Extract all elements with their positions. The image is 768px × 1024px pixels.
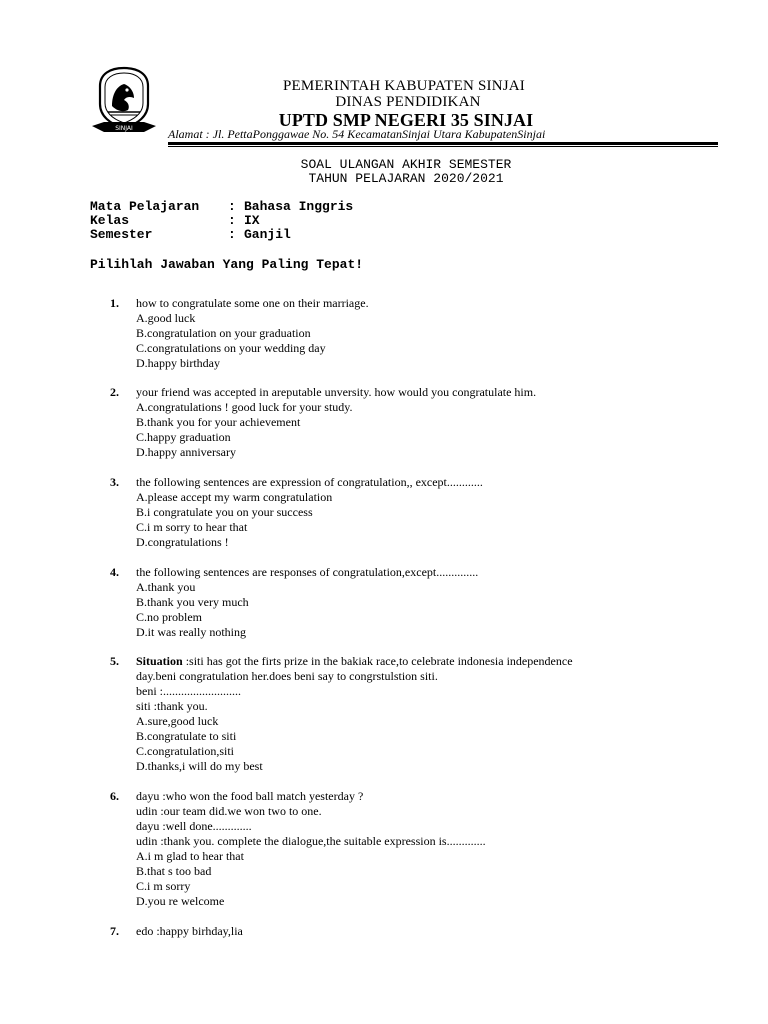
answer-option: D.happy anniversary — [136, 445, 236, 459]
question-text: udin :thank you. complete the dialogue,the suitable expression is............. — [136, 834, 486, 848]
question-body — [136, 475, 483, 550]
question-number: 5. — [110, 654, 119, 668]
meta-label: Mata Pelajaran — [90, 199, 200, 214]
answer-option: B.thank you for your achievement — [136, 415, 301, 429]
meta-label: Semester — [90, 227, 153, 242]
meta-colon: : — [228, 199, 236, 214]
answer-option: B.i congratulate you on your success — [136, 505, 313, 519]
exam-title: SOAL ULANGAN AKHIR SEMESTER — [300, 157, 512, 172]
answer-option: A.good luck — [136, 311, 196, 325]
answer-option: C.congratulations on your wedding day — [136, 341, 326, 355]
answer-option: B.that s too bad — [136, 864, 212, 878]
answer-option: C.no problem — [136, 610, 202, 624]
meta-value: Ganjil — [244, 227, 291, 242]
question-text — [136, 654, 573, 669]
dialogue-line: edo :happy birhday,lia — [136, 924, 243, 938]
department-heading: DINAS PENDIDIKAN — [335, 94, 481, 110]
question-number: 3. — [110, 475, 119, 489]
situation-text: :siti has got the firts prize in the bakiak race,to celebrate indonesia independence — [182, 654, 573, 668]
answer-option: A.please accept my warm congratulation — [136, 490, 333, 504]
situation-label: Situation — [136, 654, 183, 668]
letterhead-divider-thin — [168, 146, 718, 147]
answer-option: D.happy birthday — [136, 356, 220, 370]
letterhead — [0, 0, 768, 150]
question-body — [136, 654, 573, 774]
emblem-banner-text: SINJAI — [115, 125, 133, 132]
question-text: your friend was accepted in areputable unversity. how would you congratulate him. — [136, 385, 537, 399]
dialogue-line: beni :.......................... — [136, 684, 241, 698]
dialogue-line: udin :our team did.we won two to one. — [136, 804, 322, 818]
class-row — [90, 214, 353, 228]
meta-value: Bahasa Inggris — [244, 199, 354, 214]
question-body — [136, 385, 536, 460]
government-heading: PEMERINTAH KABUPATEN SINJAI — [283, 78, 525, 94]
question-body — [136, 789, 486, 909]
instruction: Pilihlah Jawaban Yang Paling Tepat! — [90, 257, 364, 272]
question-body — [136, 565, 478, 640]
question-number: 2. — [110, 385, 119, 399]
answer-option: D.it was really nothing — [136, 625, 246, 639]
exam-info — [90, 200, 353, 242]
answer-option: C.i m sorry — [136, 879, 191, 893]
question-body — [136, 924, 243, 939]
meta-colon: : — [228, 213, 236, 228]
question-text: day.beni congratulation her.does beni say to congrstulstion siti. — [136, 669, 438, 683]
answer-option: A.thank you — [136, 580, 196, 594]
question-text: the following sentences are expression of congratulation,, except............ — [136, 475, 483, 489]
answer-option: B.thank you very much — [136, 595, 249, 609]
question-body — [136, 296, 369, 371]
answer-option: A.congratulations ! good luck for your study. — [136, 400, 353, 414]
question-number: 1. — [110, 296, 119, 310]
answer-option: C.i m sorry to hear that — [136, 520, 248, 534]
answer-option: D.you re welcome — [136, 894, 225, 908]
meta-value: IX — [244, 213, 260, 228]
answer-option: B.congratulate to siti — [136, 729, 237, 743]
answer-option: B.congratulation on your graduation — [136, 326, 311, 340]
subject-row — [90, 200, 353, 214]
school-address: Alamat : Jl. PettaPonggawae No. 54 KecamatanSinjai Utara KabupatenSinjai — [168, 127, 546, 141]
question-number: 6. — [110, 789, 119, 803]
academic-year: TAHUN PELAJARAN 2020/2021 — [308, 171, 504, 186]
letterhead-divider-thick — [168, 142, 718, 145]
answer-option: A.sure,good luck — [136, 714, 219, 728]
dialogue-line: dayu :well done............. — [136, 819, 252, 833]
dialogue-line: siti :thank you. — [136, 699, 208, 713]
answer-option: C.happy graduation — [136, 430, 231, 444]
answer-option: C.congratulation,siti — [136, 744, 234, 758]
dialogue-line: dayu :who won the food ball match yesterday ? — [136, 789, 364, 803]
question-text: the following sentences are responses of congratulation,except.............. — [136, 565, 479, 579]
answer-option: A.i m glad to hear that — [136, 849, 244, 863]
question-number: 4. — [110, 565, 119, 579]
semester-row — [90, 228, 353, 242]
meta-label: Kelas — [90, 213, 130, 228]
answer-option: D.congratulations ! — [136, 535, 229, 549]
meta-colon: : — [228, 227, 236, 242]
question-number: 7. — [110, 924, 119, 938]
school-name-heading: UPTD SMP NEGERI 35 SINJAI — [278, 110, 534, 130]
answer-option: D.thanks,i will do my best — [136, 759, 263, 773]
question-text: how to congratulate some one on their marriage. — [136, 296, 369, 310]
